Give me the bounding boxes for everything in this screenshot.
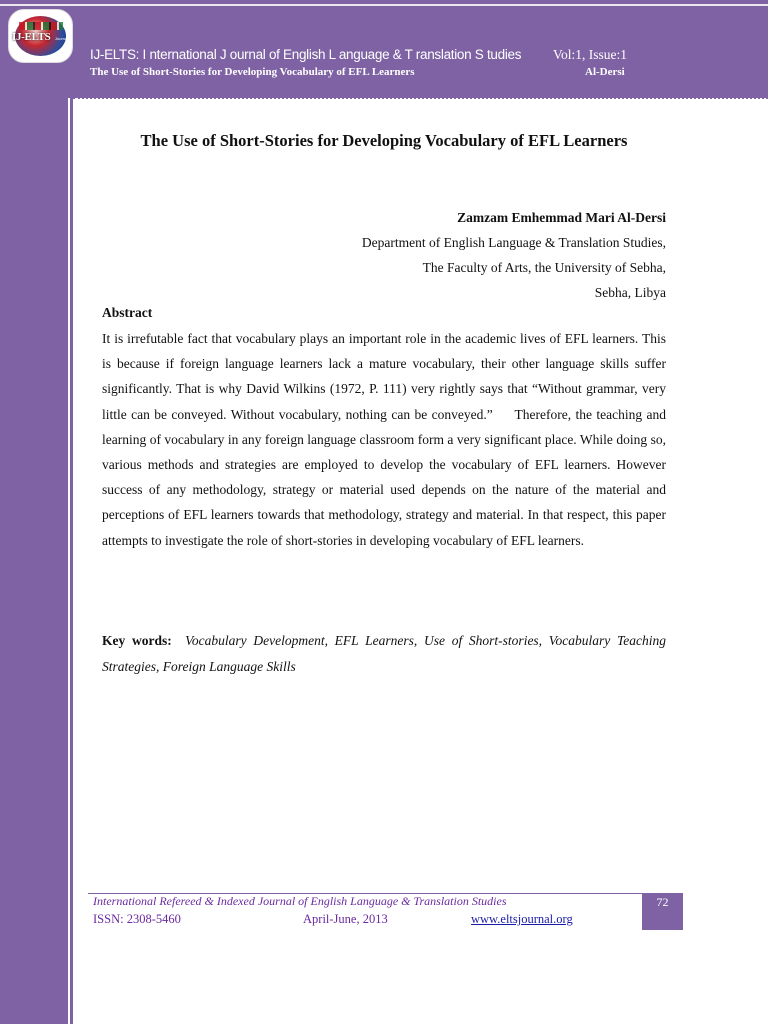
sidebar-rule	[70, 98, 73, 1024]
affiliation-faculty: The Faculty of Arts, the University of Sebha,	[422, 260, 666, 275]
running-author: Al-Dersi	[585, 66, 625, 78]
left-sidebar-band	[0, 98, 68, 1024]
journal-logo	[8, 9, 73, 63]
logo-text: IJ-ELTS	[12, 31, 51, 43]
keywords	[102, 628, 666, 679]
volume-issue: Vol:1, Issue:1	[553, 47, 628, 62]
author-block	[280, 205, 666, 305]
footer-date: April-June, 2013	[303, 912, 388, 926]
keywords-label: Key words:	[102, 633, 172, 648]
header-top-rule	[0, 4, 768, 6]
page-number: 72	[656, 895, 669, 909]
abstract-heading: Abstract	[102, 305, 153, 320]
affiliation-department: Department of English Language & Translation Studies,	[361, 235, 666, 250]
running-title: The Use of Short-Stories for Developing Vocabulary of EFL Learners	[90, 66, 415, 78]
footer-journal-line: International Refereed & Indexed Journal of English Language & Translation Studies	[93, 894, 507, 908]
abstract-text: It is irrefutable fact that vocabulary plays an important role in the academic lives of EFL learners. This is because if foreign language learners lack a mature vocabulary, their other language skills suffer significantly. That is why David Wilkins (1972, P. 111) very rightly says that “Without grammar, very little can be conveyed. Without vocabulary, nothing can be conveyed.” Therefore, the teaching and learning of vocabulary in any foreign language classroom form a very significant place. While doing so, various methods and strategies are employed to develop the vocabulary of EFL learners. However success of any methodology, strategy or material used depends on the nature of the material and perceptions of EFL learners towards that methodology, strategy and material. In that respect, this paper attempts to investigate the role of short-stories in developing vocabulary of EFL learners.	[102, 331, 666, 548]
keywords-text: Vocabulary Development, EFL Learners, Use of Short-stories, Vocabulary Teaching Strategies, Foreign Language Skills	[102, 633, 666, 674]
page-number-box	[642, 893, 683, 930]
journal-website-link[interactable]: www.eltsjournal.org	[471, 912, 573, 926]
logo-subtext: Journal	[55, 36, 69, 41]
journal-title: IJ-ELTS: I nternational J ournal of English L anguage & T ranslation S tudies	[90, 47, 522, 62]
paper-title: The Use of Short-Stories for Developing Vocabulary of EFL Learners	[140, 131, 628, 150]
author-name: Zamzam Emhemmad Mari Al-Dersi	[457, 210, 666, 225]
flags-icon	[19, 22, 63, 30]
header-dotted-rule	[73, 97, 768, 99]
journal-header-band	[0, 0, 768, 98]
affiliation-location: Sebha, Libya	[594, 285, 666, 300]
footer-issn: ISSN: 2308-5460	[93, 912, 181, 926]
